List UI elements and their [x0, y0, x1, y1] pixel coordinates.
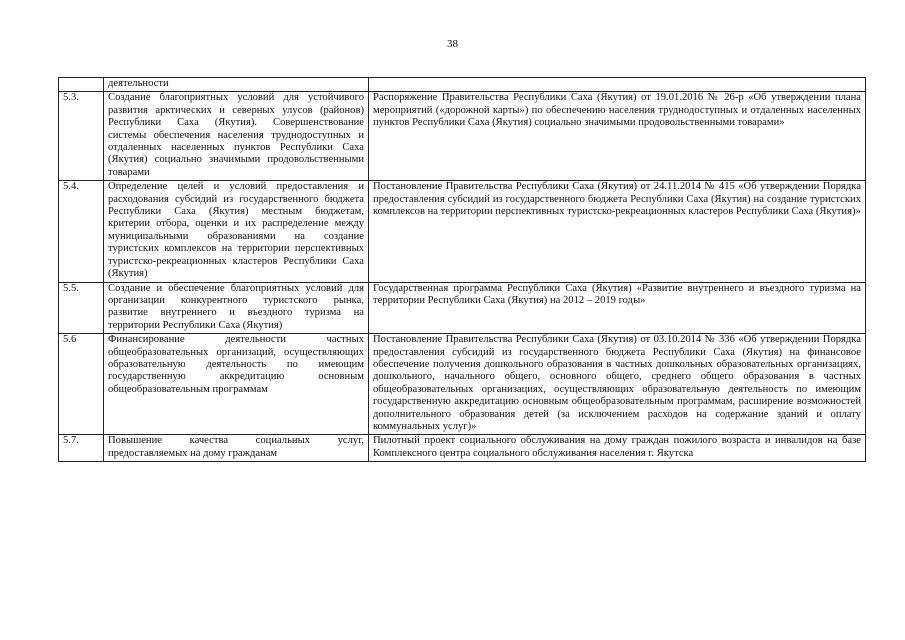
legal-act: Распоряжение Правительства Республики Саха (Якутия) от 19.01.2016 № 26-р «Об утверждении плана мероприятий («дорожной карты») по обеспечению населения труднодоступных и отдаленных населенных пунктов Республики Саха (Якутия) социально значимыми продовольственными товарами» — [369, 92, 866, 181]
table-row — [59, 282, 866, 334]
measure-description: деятельности — [104, 78, 369, 92]
measure-description: Финансирование деятельности частных общеобразовательных организаций, осуществляющих образовательную деятельность по имеющим государственную аккредитацию основным общеобразовательным программам — [104, 334, 369, 435]
legal-act: Постановление Правительства Республики Саха (Якутия) от 24.11.2014 № 415 «Об утверждении Порядка предоставления субсидий из государственного бюджета Республики Саха (Якутия) на создание туристских комплексов на территории перспективных туристско-рекреационных кластеров Республики Саха (Якутия)» — [369, 181, 866, 282]
table-row — [59, 181, 866, 282]
legal-act: Постановление Правительства Республики Саха (Якутия) от 03.10.2014 № 336 «Об утверждении Порядка предоставления субсидий из государственного бюджета Республики Саха (Якутия) на финансовое обеспечение получения дошкольного образования в частных дошкольных образовательных организациях, дошкольного, начального общего, основного общего, среднего общего образования в частных общеобразовательных организациях, осуществляющих образовательную деятельность по имеющим государственную аккредитацию основным общеобразовательным программам, расширение возможностей дополнительного образования детей (за исключением расходов на содержание зданий и оплату коммунальных услуг)» — [369, 334, 866, 435]
measure-description: Определение целей и условий предоставления и расходования субсидий из государственного бюджета Республики Саха (Якутия) местным бюджетам, критерии отбора, оценки и их распределение между муниципальными образованиями на создание туристских комплексов на территории перспективных туристско-рекреационных кластеров Республики Саха (Якутия) — [104, 181, 369, 282]
row-number: 5.6 — [59, 334, 104, 435]
table-row — [59, 92, 866, 181]
row-number: 5.4. — [59, 181, 104, 282]
row-number: 5.7. — [59, 435, 104, 462]
measure-description: Создание и обеспечение благоприятных условий для организации конкурентного туристского рынка, развитие внутреннего и въездного туризма на территории Республики Саха (Якутия) — [104, 282, 369, 334]
measures-table — [58, 77, 866, 462]
row-number: 5.3. — [59, 92, 104, 181]
table-row — [59, 435, 866, 462]
row-number: 5.5. — [59, 282, 104, 334]
page-number: 38 — [447, 38, 458, 50]
legal-act: Пилотный проект социального обслуживания на дому граждан пожилого возраста и инвалидов на базе Комплексного центра социального обслуживания населения г. Якутска — [369, 435, 866, 462]
table-row — [59, 334, 866, 435]
legal-act: Государственная программа Республики Саха (Якутия) «Развитие внутреннего и въездного туризма на территории Республики Саха (Якутия) на 2012 – 2019 годы» — [369, 282, 866, 334]
table-row — [59, 78, 866, 92]
measure-description: Создание благоприятных условий для устойчивого развития арктических и северных улусов (районов) Республики Саха (Якутия). Совершенствование системы обеспечения населения труднодоступных и отдаленных населенных пунктов Республики Саха (Якутия) социально значимыми продовольственными товарами — [104, 92, 369, 181]
legal-act — [369, 78, 866, 92]
row-number — [59, 78, 104, 92]
measure-description: Повышение качества социальных услуг, предоставляемых на дому гражданам — [104, 435, 369, 462]
